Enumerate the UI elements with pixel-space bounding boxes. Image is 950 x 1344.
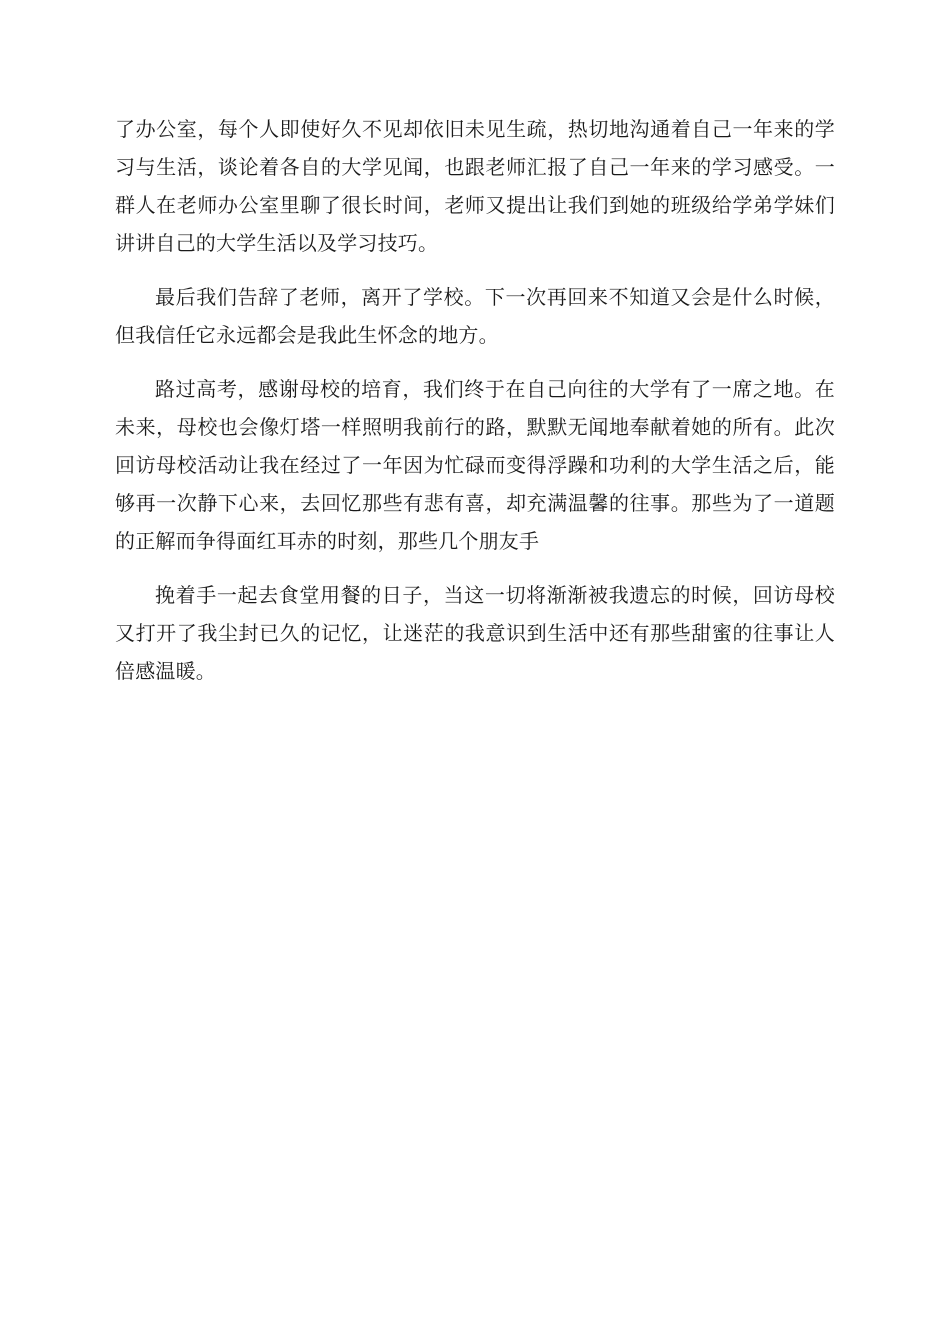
paragraph-1: 了办公室，每个人即使好久不见却依旧未见生疏，热切地沟通着自己一年来的学习与生活，谈论着各自的大学见闻，也跟老师汇报了自己一年来的学习感受。一群人在老师办公室里聊了很长时间，老师又提出让我们到她的班级给学弟学妹们讲讲自己的大学生活以及学习技巧。 [115, 117, 835, 255]
paragraph-3: 路过高考，感谢母校的培育，我们终于在自己向往的大学有了一席之地。在未来，母校也会像灯塔一样照明我前行的路，默默无闻地奉献着她的所有。此次回访母校活动让我在经过了一年因为忙碌而变得浮躁和功利的大学生活之后，能够再一次静下心来，去回忆那些有悲有喜，却充满温馨的往事。那些为了一道题的正解而争得面红耳赤的时刻，那些几个朋友手 [115, 377, 835, 553]
paragraph-4: 挽着手一起去食堂用餐的日子，当这一切将渐渐被我遗忘的时候，回访母校又打开了我尘封已久的记忆，让迷茫的我意识到生活中还有那些甜蜜的往事让人倍感温暖。 [115, 583, 835, 683]
document-body [115, 110, 835, 706]
paragraph-2: 最后我们告辞了老师，离开了学校。下一次再回来不知道又会是什么时候，但我信任它永远都会是我此生怀念的地方。 [115, 285, 835, 347]
